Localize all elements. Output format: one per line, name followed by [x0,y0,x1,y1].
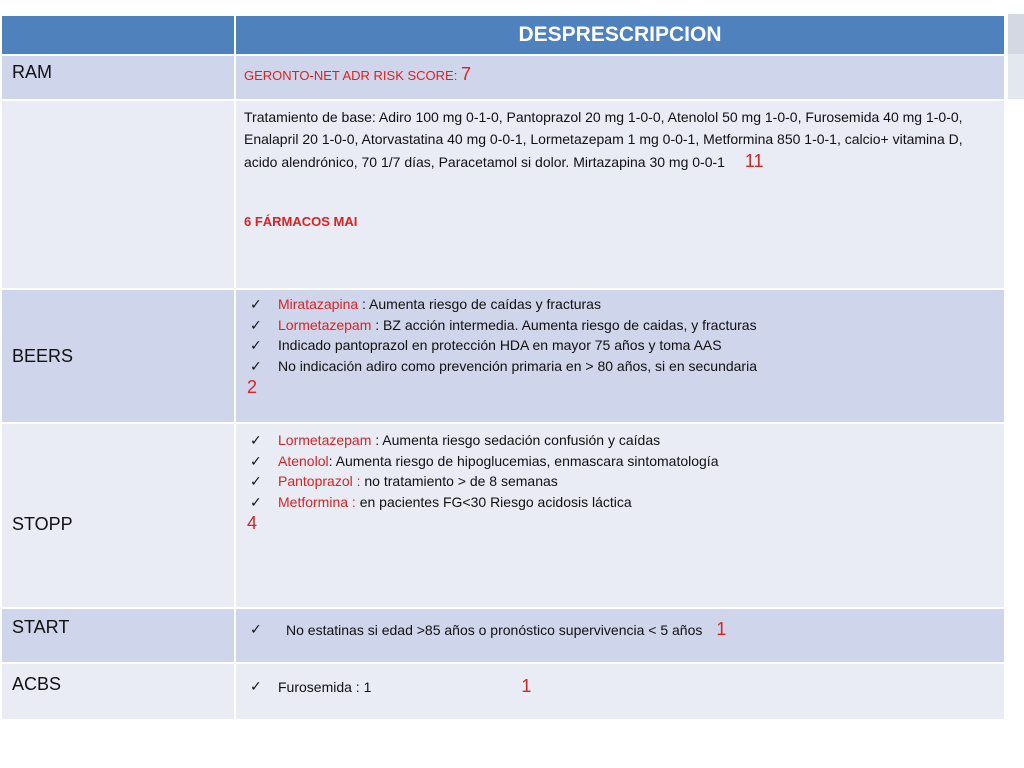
deprescription-table [0,14,1006,721]
beers-row [1,289,1005,423]
beers-label: BEERS [12,345,74,366]
checkmark-icon: ✓ [250,621,262,637]
beers-count: 2 [247,377,258,397]
acbs-label: ACBS [12,674,62,694]
criterion-text: Indicado pantoprazol en protección HDA en mayor 75 años y toma AAS [278,337,722,353]
criterion-text: : Aumenta riesgo de hipoglucemias, enmascara sintomatología [328,452,719,469]
drug-name: Lormetazepam [278,316,372,333]
list-item [244,356,996,377]
drug-name: Lormetazepam [278,432,372,448]
beers-criteria-list [244,294,996,376]
stopp-row [1,423,1005,608]
checkmark-icon: ✓ [250,678,262,694]
header-title-cell [235,15,1005,55]
criterion-text: No estatinas si edad >85 años o pronóstico supervivencia < 5 años [286,622,703,638]
criterion-text: : Aumenta riesgo de caídas y fracturas [358,296,601,312]
ram-row [1,55,1005,100]
ram-label-cell [1,55,235,100]
start-count: 1 [716,619,727,639]
drug-name: Metformina : [278,493,356,510]
drug-name: Atenolol [278,452,329,469]
list-item [244,451,996,472]
stopp-criteria-list [244,430,996,512]
start-label: START [12,617,70,637]
list-item [244,676,996,698]
criterion-text: : BZ acción intermedia. Aumenta riesgo de caidas, y fracturas [371,316,757,333]
header-empty-cell [1,15,235,55]
mai-drugs-note: 6 FÁRMACOS MAI [244,214,358,229]
acbs-criteria-list [244,676,996,698]
stopp-count: 4 [247,513,258,533]
checkmark-icon: ✓ [250,493,262,510]
list-item [244,492,996,513]
acbs-row [1,663,1005,720]
list-item [244,471,996,492]
start-content-cell [235,608,1005,663]
criterion-text: en pacientes FG<30 Riesgo acidosis láctica [355,493,632,510]
ram-label: RAM [12,62,52,82]
edge-strip [1008,14,1024,54]
stopp-label: STOPP [12,514,73,534]
header-row [1,15,1005,55]
checkmark-icon: ✓ [250,316,262,333]
ram-score-value: 7 [460,64,471,84]
checkmark-icon: ✓ [250,432,262,448]
base-content-cell [235,100,1005,289]
list-item [244,430,996,451]
checkmark-icon: ✓ [250,357,262,374]
table-title: DESPRESCRIPCION [518,23,722,46]
criterion-text: Furosemida : 1 [278,679,372,695]
acbs-label-cell [1,663,235,720]
checkmark-icon: ✓ [250,337,262,353]
edge-strip [1008,54,1024,99]
base-treatment-count: 11 [744,151,764,171]
acbs-content-cell [235,663,1005,720]
start-row [1,608,1005,663]
criterion-text: No indicación adiro como prevención primaria en > 80 años, si en secundaria [278,357,757,374]
beers-content-cell [235,289,1005,423]
checkmark-icon: ✓ [250,296,262,312]
criterion-text: : Aumenta riesgo sedación confusión y caídas [371,432,661,448]
drug-name: Miratazapina [278,296,359,312]
criterion-text: no tratamiento > de 8 semanas [360,473,558,489]
stopp-content-cell [235,423,1005,608]
beers-label-cell [1,289,235,423]
checkmark-icon: ✓ [250,473,262,489]
base-label-cell [1,100,235,289]
stopp-label-cell [1,423,235,608]
acbs-count: 1 [521,676,532,696]
checkmark-icon: ✓ [250,452,262,469]
ram-content-cell [235,55,1005,100]
base-treatment-text: Tratamiento de base: Adiro 100 mg 0-1-0, Pantoprazol 20 mg 1-0-0, Atenolol 50 mg 1-0-0, Furosemida 40 mg 1-0-0, Enalapril 20 1-0-0, Atorvastatina 40 mg 0-0-1, Lormetazepam 1 mg 0-0-1, Metformina 850 1-0-1, calcio+ vitamina D, acido alendrónico, 70 1/7 días, Paracetamol si dolor. Mirtazapina 30 mg 0-0-1 [244,109,963,170]
drug-name: Pantoprazol : [278,473,361,489]
list-item [244,294,996,315]
base-treatment-row [1,100,1005,289]
list-item [244,315,996,336]
start-criteria-list [244,619,996,641]
list-item [244,335,996,356]
list-item [244,619,996,641]
ram-score-label: GERONTO-NET ADR RISK SCORE: [244,68,461,83]
start-label-cell [1,608,235,663]
